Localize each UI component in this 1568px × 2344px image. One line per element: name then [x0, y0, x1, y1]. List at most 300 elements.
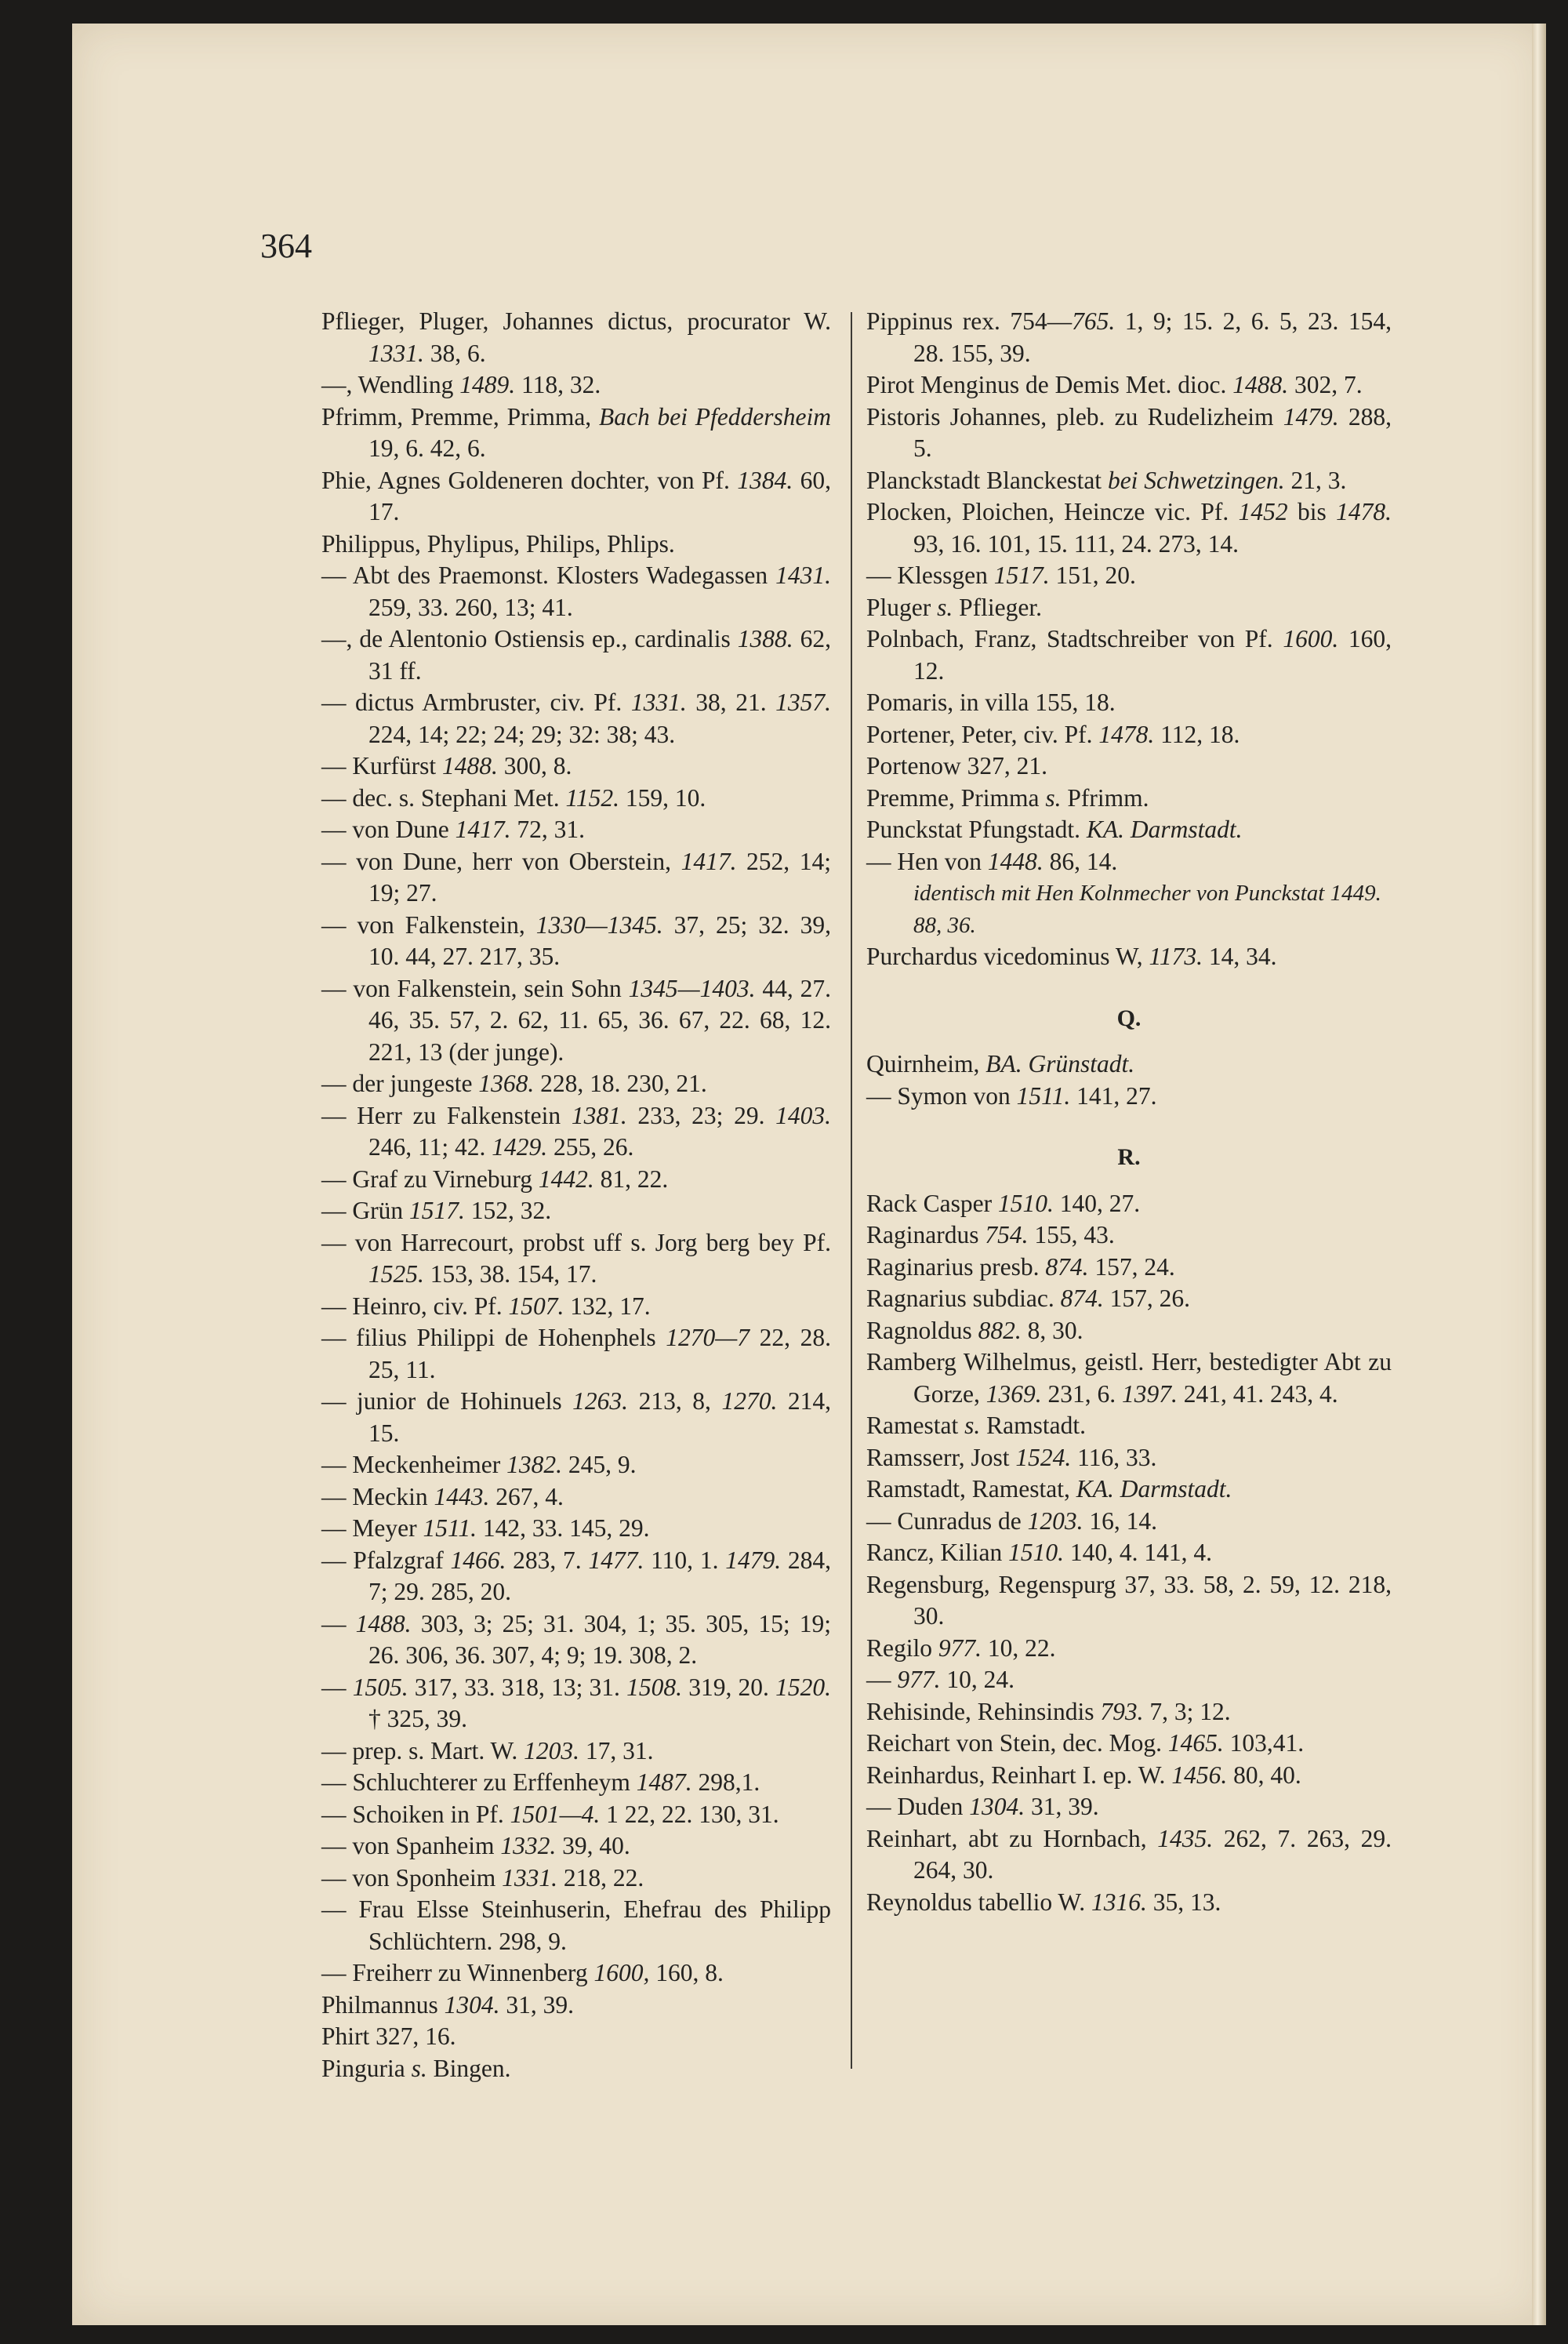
index-entry [321, 1322, 831, 1386]
entry-italic-text: 1357. [775, 689, 832, 716]
index-entry [866, 1537, 1392, 1569]
entry-text: 7, 3; 12. [1143, 1697, 1231, 1725]
entry-italic-text: 1330—1345. [535, 910, 663, 939]
entry-text: — Cunradus de [866, 1506, 1028, 1535]
entry-italic-text: 1429. [492, 1133, 548, 1161]
entry-italic-text: 1203. [1027, 1506, 1083, 1535]
entry-text: 233, 23; 29. [626, 1101, 776, 1129]
index-entry [866, 1283, 1392, 1315]
entry-italic-text: BA. Grünstadt. [985, 1050, 1135, 1078]
entry-text: 72, 31. [510, 816, 585, 843]
entry-text: 37, 25; 32. 39, 10. 44, 27. 217, 35. [368, 910, 831, 970]
entry-text: 159, 10. [619, 783, 706, 812]
entry-text: 38, 6. [423, 339, 486, 367]
entry-italic-text: 1403. [775, 1101, 831, 1129]
entry-text: — Meckin [321, 1482, 434, 1510]
entry-text: — Pfalzgraf [321, 1546, 451, 1574]
index-entry [321, 1672, 831, 1735]
entry-italic-text: s. [964, 1412, 981, 1439]
index-entry [866, 687, 1392, 719]
entry-text: Polnbach, Franz, Stadtschreiber von Pf. [866, 625, 1283, 652]
entry-text: 118, 32. [515, 371, 601, 398]
entry-italic-text: 1397. [1121, 1379, 1178, 1408]
entry-text: — Hen von [866, 847, 988, 875]
entry-text: Ramstadt. [980, 1412, 1086, 1439]
entry-text: 38, 21. [686, 689, 776, 716]
entry-text: Pflieger, Pluger, Johannes dictus, procurator W. [321, 307, 831, 335]
entry-text: Reynoldus tabellio W. [866, 1888, 1091, 1916]
entry-text: — Freiherr zu Winnenberg [321, 1959, 594, 1986]
entry-italic-text: 1479. [1283, 402, 1339, 431]
entry-italic-text: 1479. [725, 1546, 782, 1574]
index-entry [321, 1513, 831, 1545]
entry-italic-text: 874. [1060, 1285, 1104, 1312]
entry-text: Bingen. [426, 2054, 511, 2082]
entry-text: Raginardus [866, 1221, 985, 1248]
entry-text: — junior de Hohinuels [321, 1387, 573, 1415]
entry-italic-text: 1489. [459, 371, 516, 398]
index-entry [866, 1791, 1392, 1823]
index-entry [321, 1957, 831, 1990]
entry-text: 1 22, 22. 130, 31. [600, 1800, 779, 1828]
entry-italic-text: 1488. [441, 752, 498, 780]
entry-italic-text: 765. [1072, 307, 1116, 335]
entry-text: — Graf zu Virneburg [321, 1165, 539, 1193]
entry-italic-text: 1520. [775, 1673, 832, 1701]
entry-text: 8, 30. [1021, 1316, 1083, 1344]
entry-text: † 325, 39. [368, 1705, 467, 1732]
column-divider [851, 312, 852, 2069]
entry-text: — Klessgen [866, 561, 994, 589]
index-entry [866, 814, 1392, 846]
index-entry [866, 1252, 1392, 1284]
entry-text: 103,41. [1223, 1729, 1305, 1757]
entry-italic-text: 1442. [538, 1165, 594, 1193]
entry-text: 218, 22. [557, 1863, 644, 1892]
entry-text: — von Dune, herr von Oberstein, [321, 847, 681, 875]
entry-text: 140, 4. 141, 4. [1063, 1539, 1212, 1566]
index-column-right [866, 306, 1392, 1918]
entry-text: — filius Philippi de Hohenphels [321, 1324, 666, 1351]
entry-italic-text: 1263. [572, 1387, 629, 1415]
entry-italic-text: 1510. [997, 1189, 1054, 1217]
entry-italic-text: 1384. [737, 466, 793, 494]
entry-italic-text: 1203. [524, 1736, 579, 1764]
entry-text: 22, 28. 25, 11. [368, 1324, 832, 1383]
index-entry [866, 1219, 1392, 1252]
section-letter: R. [1117, 1144, 1141, 1170]
entry-text: Portenow 327, 21. [866, 752, 1047, 780]
entry-italic-text: 1477. [588, 1546, 644, 1574]
section-letter: Q. [1116, 1005, 1142, 1031]
entry-italic-text: 1478. [1336, 498, 1392, 525]
entry-text: 88, 36. [913, 912, 976, 938]
index-entry [321, 529, 831, 561]
index-entry [321, 2053, 831, 2085]
entry-italic-text: 1452 [1238, 498, 1288, 525]
entry-italic-text: 1368. [478, 1070, 535, 1097]
index-entry [321, 1608, 831, 1672]
entry-text: 303, 3; 25; 31. 304, 1; 35. 305, 15; 19; 26. 306, 36. 307, 4; 9; 19. 308, 2. [368, 1609, 832, 1669]
entry-text: 86, 14. [1043, 847, 1118, 875]
entry-italic-text: 1435. [1157, 1824, 1214, 1852]
entry-italic-text: 1449. [1330, 881, 1381, 906]
entry-text: 44, 27. 46, 35. 57, 2. 62, 11. 65, 36. 67, 22. 68, 12. 221, 13 (der junge). [368, 974, 831, 1066]
entry-text: 298,1. [691, 1768, 760, 1796]
entry-text: Quirnheim, [866, 1050, 986, 1078]
entry-text: 10, 24. [940, 1666, 1014, 1693]
entry-italic-text: 1331. [502, 1863, 558, 1892]
index-entry [866, 1760, 1392, 1792]
entry-text: — von Sponheim [321, 1863, 503, 1892]
entry-text: 157, 26. [1103, 1285, 1190, 1312]
index-entry [321, 1990, 831, 2022]
entry-italic-text: 1456. [1171, 1761, 1228, 1789]
index-entry [866, 1664, 1392, 1696]
entry-text: — Abt des Praemonst. Klosters Wadegassen [321, 561, 776, 589]
entry-text: 267, 4. [489, 1482, 564, 1510]
page-number: 364 [260, 227, 312, 265]
entry-text: Pluger [866, 593, 938, 621]
entry-italic-text: 1304. [969, 1793, 1025, 1820]
index-entry [321, 1894, 831, 1957]
entry-text: Rancz, Kilian [866, 1539, 1009, 1566]
entry-text: 213, 8, [628, 1387, 722, 1415]
entry-italic-text: 1511. [1016, 1081, 1071, 1110]
entry-text: 155, 43. [1028, 1221, 1115, 1248]
entry-text: — Schluchterer zu Erffenheym [321, 1768, 637, 1796]
entry-text: 35, 13. [1146, 1888, 1221, 1916]
entry-text: 21, 3. [1284, 466, 1347, 494]
entry-text: 10, 22. [982, 1634, 1056, 1662]
entry-text: Pflieger. [953, 593, 1042, 621]
entry-text: Ramsserr, Jost [866, 1443, 1016, 1471]
entry-italic-text: 1600, [593, 1959, 650, 1986]
entry-italic-text: 1487. [636, 1768, 692, 1796]
entry-text: Premme, Primma [866, 783, 1046, 812]
entry-italic-text: Bach bei Pfeddersheim [598, 402, 831, 431]
entry-text: Ramestat [866, 1412, 965, 1439]
index-entry [321, 1545, 831, 1608]
entry-text: 153, 38. 154, 17. [423, 1260, 597, 1288]
entry-italic-text: 1417. [455, 816, 511, 843]
entry-italic-text: 1332. [500, 1832, 557, 1859]
entry-italic-text: 1524. [1015, 1443, 1072, 1471]
entry-text: — der jungeste [321, 1070, 479, 1097]
entry-text: Rack Casper [866, 1189, 998, 1217]
entry-italic-text: 1478. [1098, 720, 1155, 748]
entry-text: — von Harrecourt, probst uff s. Jorg berg bey Pf. [321, 1228, 831, 1256]
entry-italic-text: 1525. [368, 1260, 424, 1288]
index-entry [321, 1767, 831, 1799]
entry-text: — von Falkenstein, sein Sohn [321, 974, 629, 1002]
entry-text: Plocken, Ploichen, Heincze vic. Pf. [866, 498, 1239, 525]
index-entry [321, 846, 831, 910]
index-entry [321, 1164, 831, 1196]
entry-text: Rehisinde, Rehinsindis [866, 1697, 1101, 1725]
entry-text: 245, 9. [562, 1451, 637, 1478]
entry-italic-text: 1448. [987, 847, 1044, 875]
index-entry [866, 1410, 1392, 1442]
entry-text: Raginarius presb. [866, 1252, 1046, 1281]
entry-text: 300, 8. [497, 752, 572, 780]
index-entry [321, 1799, 831, 1831]
page-edge [1532, 24, 1546, 2325]
entry-text: 246, 11; 42. [368, 1133, 492, 1161]
index-entry [321, 465, 831, 529]
entry-italic-text: 1331. [630, 689, 687, 716]
entry-text: 17, 31. [579, 1736, 654, 1764]
index-entry [321, 1227, 831, 1291]
entry-text: 317, 33. 318, 13; 31. [408, 1673, 627, 1701]
entry-text: — Symon von [866, 1081, 1017, 1110]
index-entry [321, 623, 831, 687]
index-entry [321, 1386, 831, 1449]
entry-text: Ramberg Wilhelmus, geistl. Herr, bestedigter Abt zu Gorze, [866, 1348, 1392, 1408]
entry-text: Portener, Peter, civ. Pf. [866, 720, 1099, 748]
entry-text: Ramstadt, Ramestat, [866, 1475, 1076, 1503]
index-entry [321, 1068, 831, 1100]
entry-text: Hen Kolnmecher von Punckstat [1030, 881, 1330, 906]
index-entry [866, 1728, 1392, 1760]
entry-italic-text: 882. [978, 1316, 1022, 1344]
entry-text: — Heinro, civ. Pf. [321, 1292, 509, 1320]
entry-italic-text: 1488. [1232, 371, 1289, 398]
entry-text: — [321, 1673, 353, 1701]
entry-text: — von Spanheim [321, 1832, 501, 1859]
entry-text: 157, 24. [1088, 1252, 1175, 1281]
entry-text: 319, 20. [682, 1673, 776, 1701]
entry-italic-text: 1488. [355, 1609, 412, 1637]
entry-text: 255, 26. [547, 1133, 634, 1161]
entry-text: 283, 7. [506, 1546, 589, 1574]
entry-italic-text: 1505. [352, 1673, 408, 1701]
index-entry [321, 814, 831, 846]
entry-italic-text: 1501—4. [510, 1800, 601, 1828]
index-entry [866, 1823, 1392, 1887]
entry-text: Pinguria [321, 2054, 412, 2082]
entry-text: 288, 5. [913, 402, 1392, 462]
entry-text: — Duden [866, 1793, 970, 1820]
entry-text: 60, 17. [368, 466, 832, 525]
entry-text: — prep. s. Mart. W. [321, 1736, 524, 1764]
entry-text: 252, 14; 19; 27. [368, 847, 831, 907]
entry-italic-text: 1600. [1283, 625, 1339, 652]
entry-italic-text: 1369. [985, 1379, 1042, 1408]
entry-text: 151, 20. [1049, 561, 1136, 589]
index-entry [866, 1506, 1392, 1538]
index-entry [321, 1481, 831, 1514]
index-entry [321, 1830, 831, 1862]
entry-italic-text: s. [411, 2054, 427, 2082]
entry-italic-text: 1508. [626, 1673, 682, 1701]
entry-text: Ragnarius subdiac. [866, 1285, 1061, 1312]
entry-italic-text: 1304. [444, 1990, 500, 2019]
entry-text: 62, 31 ff. [368, 625, 832, 685]
index-entry [866, 750, 1392, 783]
entry-text: — von Falkenstein, [321, 910, 536, 939]
entry-text: Pfrimm, Premme, Primma, [321, 402, 599, 431]
index-entry [866, 560, 1392, 592]
index-entry [321, 560, 831, 623]
entry-text: 262, 7. 263, 29. 264, 30. [913, 1824, 1392, 1884]
entry-text: Reinhart, abt zu Hornbach, [866, 1824, 1158, 1852]
entry-text: Philippus, Phylipus, Philips, Phlips. [321, 529, 675, 558]
entry-text: Phie, Agnes Goldeneren dochter, von Pf. [321, 466, 738, 494]
index-entry [866, 1442, 1392, 1474]
entry-italic-text: 1173. [1149, 943, 1203, 970]
index-entry [866, 402, 1392, 465]
entry-text: 231, 6. [1041, 1379, 1122, 1408]
index-entry [321, 1195, 831, 1227]
index-entry [866, 1346, 1392, 1410]
entry-text: 302, 7. [1288, 371, 1363, 398]
entry-italic-text: 1466. [450, 1546, 506, 1574]
entry-italic-text: 1510. [1008, 1539, 1064, 1566]
entry-text: 1, 9; 15. 2, 6. 5, 23. 154, 28. 155, 39. [913, 307, 1392, 367]
entry-text: —, Wendling [321, 371, 460, 398]
index-entry [866, 1188, 1392, 1220]
entry-italic-text: s. [937, 593, 953, 621]
entry-italic-text: 793. [1100, 1697, 1144, 1725]
entry-text: Planckstadt Blanckestat [866, 466, 1108, 494]
entry-text: 31, 39. [499, 1990, 575, 2019]
entry-italic-text: 1382. [506, 1451, 563, 1478]
entry-text: 16, 14. [1083, 1506, 1157, 1535]
entry-text: 93, 16. 101, 15. 111, 24. 273, 14. [913, 529, 1240, 558]
index-entry [866, 465, 1392, 497]
entry-text: —, de Alentonio Ostiensis ep., cardinalis [321, 625, 738, 652]
entry-text: 19, 6. 42, 6. [368, 434, 486, 462]
entry-italic-text: 1465. [1167, 1729, 1224, 1757]
entry-italic-text: 1381. [571, 1101, 627, 1129]
entry-text: 80, 40. [1227, 1761, 1301, 1789]
entry-text: 116, 33. [1071, 1443, 1157, 1471]
entry-italic-text: 754. [985, 1221, 1029, 1248]
entry-text: Ragnoldus [866, 1316, 978, 1344]
entry-text: 140, 27. [1053, 1189, 1141, 1217]
entry-italic-text: 1270—7 [666, 1324, 750, 1351]
entry-text: — Herr zu Falkenstein [321, 1101, 572, 1129]
entry-italic-text: 1345—1403. [628, 974, 756, 1002]
index-entry [866, 1569, 1392, 1633]
entry-text: Reichart von Stein, dec. Mog. [866, 1729, 1168, 1757]
entry-text: 224, 14; 22; 24; 29; 32: 38; 43. [368, 720, 676, 748]
entry-italic-text: 1270. [721, 1387, 778, 1415]
entry-italic-text: identisch mit [913, 881, 1031, 906]
entry-text: 284, 7; 29. 285, 20. [368, 1546, 831, 1605]
entry-text: 14, 34. [1203, 943, 1277, 970]
index-entry [866, 1474, 1392, 1506]
entry-italic-text: 1316. [1091, 1888, 1147, 1916]
entry-text: Purchardus vicedominus W, [866, 943, 1149, 970]
entry-text: Philmannus [321, 1990, 445, 2019]
entry-text: 152, 32. [464, 1197, 552, 1224]
index-entry [321, 687, 831, 750]
entry-italic-text: bei Schwetzingen. [1107, 466, 1285, 494]
entry-text: 259, 33. 260, 13; 41. [368, 593, 573, 621]
index-entry [866, 592, 1392, 624]
index-entry [321, 973, 831, 1069]
entry-text: — [866, 1666, 898, 1693]
index-entry [866, 1315, 1392, 1347]
entry-text: Pfrimm. [1061, 783, 1149, 812]
entry-italic-text: 977. [938, 1634, 982, 1662]
entry-text: Pippinus rex. 754— [866, 307, 1073, 335]
index-entry [321, 369, 831, 402]
index-entry [866, 1887, 1392, 1919]
entry-text: 39, 40. [556, 1832, 630, 1859]
index-entry [866, 1696, 1392, 1728]
index-entry [321, 402, 831, 465]
index-entry [321, 1862, 831, 1895]
entry-text: Pistoris Johannes, pleb. zu Rudelizheim [866, 402, 1283, 431]
index-entry [321, 783, 831, 815]
entry-text: — Schoiken in Pf. [321, 1800, 510, 1828]
index-entry [866, 941, 1392, 973]
index-entry [321, 2021, 831, 2053]
entry-italic-text: 1431. [775, 561, 831, 589]
index-column-left [321, 306, 831, 2084]
index-entry [866, 1048, 1392, 1081]
entry-text: — dec. s. Stephani Met. [321, 783, 566, 812]
entry-text: 160, 8. [649, 1959, 724, 1986]
entry-italic-text: 1517. [993, 561, 1050, 589]
entry-text: — Kurfürst [321, 752, 442, 780]
entry-text: 81, 22. [593, 1165, 669, 1193]
index-entry [321, 910, 831, 973]
entry-text: 214, 15. [368, 1387, 832, 1447]
entry-text: 142, 33. 145, 29. [477, 1514, 650, 1542]
index-entry [866, 1081, 1392, 1113]
index-entry [866, 1633, 1392, 1665]
entry-text: 110, 1. [644, 1546, 726, 1574]
entry-text: Pirot Menginus de Demis Met. dioc. [866, 371, 1233, 398]
entry-italic-text: 977. [897, 1666, 941, 1693]
index-entry [321, 1735, 831, 1768]
entry-text: — Frau Elsse Steinhuserin, Ehefrau des Philipp Schlüchtern. 298, 9. [321, 1895, 831, 1955]
entry-italic-text: 1511. [423, 1514, 477, 1542]
entry-italic-text: 874. [1045, 1252, 1089, 1281]
index-entry [321, 306, 831, 369]
entry-italic-text: KA. Darmstadt. [1076, 1475, 1232, 1503]
entry-text: 160, 12. [913, 625, 1392, 685]
entry-text: 141, 27. [1070, 1081, 1157, 1110]
entry-text: 228, 18. 230, 21. [534, 1070, 707, 1097]
entry-text: 132, 17. [564, 1292, 651, 1320]
index-entry [866, 369, 1392, 402]
index-note [866, 878, 1392, 941]
entry-italic-text: s. [1045, 783, 1062, 812]
entry-italic-text: 1152. [565, 783, 619, 812]
entry-italic-text: 1517. [409, 1197, 465, 1224]
index-entry [321, 1291, 831, 1323]
entry-italic-text: 1507. [508, 1292, 564, 1320]
entry-text: 112, 18. [1154, 720, 1240, 748]
entry-text: — [321, 1609, 356, 1637]
entry-text: Regensburg, Regenspurg 37, 33. 58, 2. 59, 12. 218, 30. [866, 1570, 1392, 1630]
entry-text: — Grün [321, 1197, 409, 1224]
entry-italic-text: 1417. [681, 847, 737, 875]
index-entry [866, 306, 1392, 369]
entry-italic-text: KA. Darmstadt. [1086, 816, 1243, 843]
entry-text: — Meyer [321, 1514, 423, 1542]
entry-text: 241, 41. 243, 4. [1177, 1379, 1338, 1408]
index-entry [866, 623, 1392, 687]
entry-text: — von Dune [321, 816, 456, 843]
entry-text: Phirt 327, 16. [321, 2022, 456, 2050]
entry-italic-text: 1331. [368, 339, 424, 367]
